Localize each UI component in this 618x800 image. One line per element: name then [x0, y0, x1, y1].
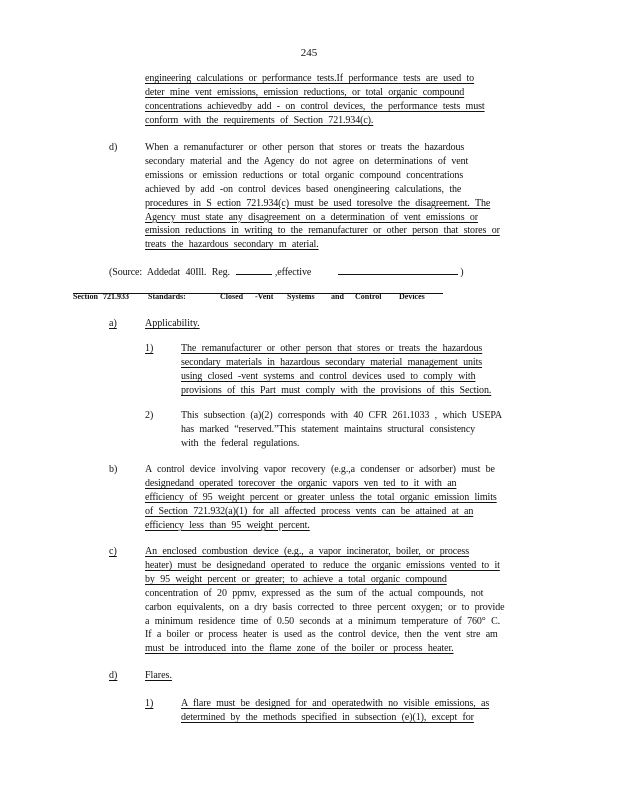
subsection-title: Applicability. [145, 318, 200, 329]
text-line: must be introduced into the flame zone of the boiler or process heater. [145, 643, 454, 655]
blank-field [236, 264, 272, 275]
subsection-title: Flares. [145, 670, 172, 681]
text-line: concentration of 20 ppmv, expressed as the sum of the actual compounds, not [145, 587, 484, 599]
text-line: efficiency less than 95 weight percent. [145, 519, 310, 531]
text-line: by 95 weight percent or greater; to achieve a total organic compound [145, 573, 447, 585]
source-prefix: (Source: Addedat 40Ill. Reg. [109, 267, 230, 278]
blank-field [338, 264, 458, 275]
heading-systems: Systems [287, 292, 315, 301]
text-line: emissions or emission reductions or total organic compound concentrations [145, 169, 464, 181]
item-label: 2) [145, 410, 154, 421]
subsection-a2-paragraph [181, 409, 502, 451]
item-label: 1) [145, 698, 154, 709]
text-line: of Section 721.932(a)(1) for all affected process vents can be attained at an [145, 505, 474, 517]
text-line: Agency must state any disagreement on a determination of vent emissions or [145, 211, 479, 223]
text-line: has marked “reserved.”This statement maintains structural consistency [181, 423, 476, 435]
heading-standards: Standards: [148, 292, 186, 301]
text-line: determined by the methods specified in subsection (e)(1), except for [181, 711, 474, 723]
subsection-label: c) [109, 546, 117, 557]
text-line: secondary material and the Agency do not agree on determinations of vent [145, 155, 469, 167]
text-line: A control device involving vapor recovery (e.g.,a condenser or adsorber) must be [145, 464, 495, 475]
heading-vent: -Vent [255, 292, 274, 301]
text-line: The remanufacturer or other person that stores or treats the hazardous [181, 343, 483, 354]
subsection-a1-paragraph [181, 342, 491, 398]
text-line: deter mine vent emissions, emission reductions, or total organic compound [145, 86, 465, 98]
text-line: If a boiler or process heater is used as the control device, then the vent stre am [145, 629, 498, 641]
heading-devices: Devices [399, 292, 425, 301]
page-number: 245 [300, 47, 318, 59]
text-line: An enclosed combustion device (e.g., a vapor incinerator, boiler, or process [145, 546, 469, 557]
source-effective: ,effective [274, 267, 312, 278]
text-line: engineering calculations or performance tests.If performance tests are used to [145, 73, 475, 84]
text-line: This subsection (a)(2) corresponds with 40 CFR 261.1033 , which USEPA [181, 410, 503, 421]
text-line: achieved by add -on control devices based onengineering calculations, the [145, 183, 462, 195]
heading-control: Control [355, 292, 382, 301]
item-label: 1) [145, 343, 154, 354]
subsection-label: b) [109, 464, 118, 475]
text-line: conform with the requirements of Section 721.934(c). [145, 114, 374, 126]
text-line: provisions of this Part must comply with the provisions of this Section. [181, 384, 492, 396]
heading-closed: Closed [220, 292, 244, 301]
subsection-d-paragraph [145, 141, 500, 252]
text-line: a minimum residence time of 0.50 seconds at a minimum temperature of 760° C. [145, 615, 501, 627]
text-line: When a remanufacturer or other person that stores or treats the hazardous [145, 142, 465, 153]
text-line: heater) must be designedand operated to reduce the organic emissions vented to it [145, 559, 500, 571]
heading-section: Section [73, 292, 98, 301]
subsection-label: a) [109, 318, 117, 329]
text-line: efficiency of 95 weight percent or greater unless the total organic emission limits [145, 491, 497, 503]
heading-number: 721.933 [103, 292, 129, 301]
section-heading [73, 292, 443, 301]
subsection-flares1-paragraph [181, 697, 489, 725]
text-line: treats the hazardous secondary m aterial. [145, 239, 319, 251]
source-note [109, 264, 464, 280]
source-suffix: ) [460, 267, 464, 278]
subsection-label: d) [109, 142, 118, 153]
text-line: carbon equivalents, on a dry basis corrected to three percent oxygen; or to provide [145, 601, 505, 613]
subsection-label: d) [109, 670, 118, 681]
heading-and: and [331, 292, 344, 301]
text-line: with the federal regulations. [181, 437, 300, 449]
text-line: concentrations achievedby add - on control devices, the performance tests must [145, 100, 485, 112]
text-line: designedand operated torecover the organic vapors ven ted to it with an [145, 477, 457, 489]
subsection-b-paragraph [145, 463, 497, 533]
text-line: emission reductions in writing to the remanufacturer or other person that stores or [145, 225, 500, 237]
text-line: secondary materials in hazardous secondary material management units [181, 356, 483, 368]
subsection-c-paragraph [145, 545, 504, 656]
text-line: procedures in S ection 721.934(c) must be used toresolve the disagreement. The [145, 197, 491, 209]
text-line: using closed -vent systems and control devices used to comply with [181, 370, 476, 382]
text-line: A flare must be designed for and operatedwith no visible emissions, as [181, 698, 490, 709]
intro-paragraph [145, 72, 485, 128]
